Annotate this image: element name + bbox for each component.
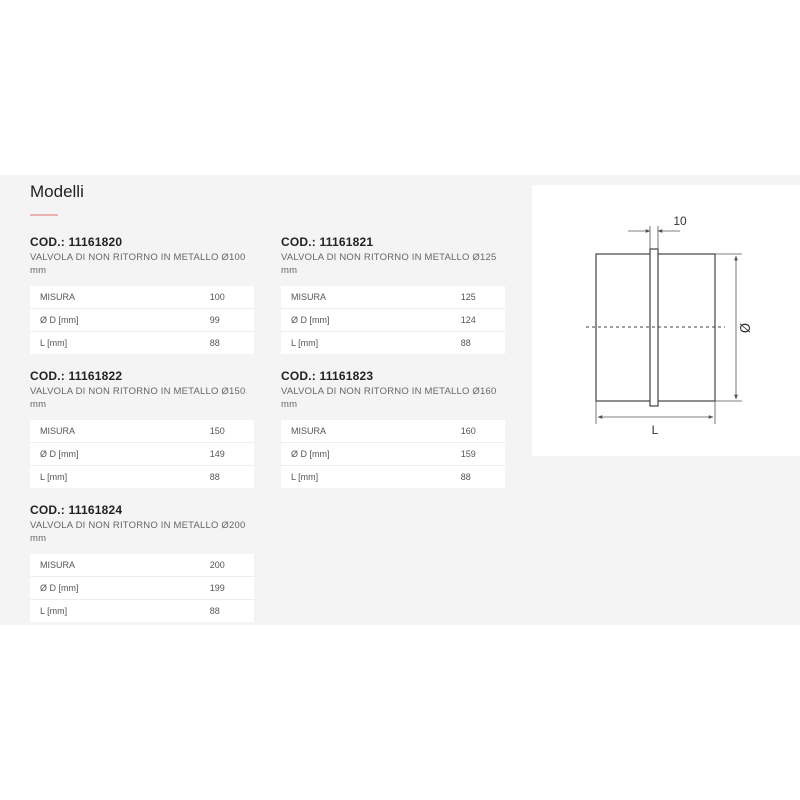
model-card-11161821 (281, 235, 505, 354)
spec-value: 159 (461, 443, 505, 466)
table-row (281, 332, 505, 355)
technical-drawing-panel (532, 185, 800, 456)
spec-table (30, 286, 254, 354)
model-description-line: VALVOLA DI NON RITORNO IN METALLO Ø200 (30, 520, 246, 531)
table-row (30, 554, 254, 577)
model-description-line: VALVOLA DI NON RITORNO IN METALLO Ø125 (281, 252, 497, 263)
spec-value: 88 (460, 472, 471, 482)
table-row (281, 443, 505, 466)
model-card-11161823 (281, 369, 505, 488)
spec-value: 88 (460, 338, 471, 348)
spec-label: L [mm] (291, 472, 319, 482)
spec-value: 149 (210, 443, 254, 466)
spec-value: 88 (209, 338, 220, 348)
model-description-line: mm (281, 265, 298, 276)
spec-value: 150 (210, 420, 254, 443)
table-row (30, 420, 254, 443)
model-description (281, 251, 505, 277)
model-description-line: mm (30, 265, 47, 276)
spec-label: MISURA (281, 420, 461, 443)
model-description-line: mm (30, 533, 47, 544)
section-title: Modelli (30, 182, 84, 201)
spec-value: 88 (209, 606, 220, 616)
model-code: COD.: 11161820 (30, 235, 123, 249)
spec-label: Ø D [mm] (30, 577, 210, 600)
table-row (281, 420, 505, 443)
spec-label: MISURA (30, 420, 210, 443)
diameter-label: Ø (739, 322, 754, 334)
model-code: COD.: 11161823 (281, 369, 374, 383)
model-card-11161822 (30, 369, 254, 488)
spec-table (281, 286, 505, 354)
model-code: COD.: 11161821 (281, 235, 374, 249)
spec-value: 160 (461, 420, 505, 443)
spec-label: L [mm] (40, 338, 68, 348)
table-row (30, 600, 254, 623)
spec-value: 100 (210, 286, 254, 309)
spec-value: 125 (461, 286, 505, 309)
spec-table (281, 420, 505, 488)
spec-label: L [mm] (40, 606, 68, 616)
spec-value: 199 (210, 577, 254, 600)
valve-technical-drawing (532, 185, 800, 456)
spec-label: MISURA (30, 286, 210, 309)
flange-dimension-label: 10 (673, 214, 687, 228)
model-code: COD.: 11161822 (30, 369, 123, 383)
spec-value: 124 (461, 309, 505, 332)
table-row (30, 332, 254, 355)
model-description (281, 385, 505, 411)
model-description (30, 519, 254, 545)
model-description (30, 251, 254, 277)
model-description-line: mm (30, 399, 47, 410)
model-description-line: VALVOLA DI NON RITORNO IN METALLO Ø150 (30, 386, 246, 397)
spec-label: Ø D [mm] (30, 309, 210, 332)
spec-table (30, 554, 254, 622)
spec-label: MISURA (281, 286, 461, 309)
spec-label: MISURA (30, 554, 210, 577)
spec-label: Ø D [mm] (281, 443, 461, 466)
spec-label: Ø D [mm] (281, 309, 461, 332)
spec-table (30, 420, 254, 488)
model-description-line: VALVOLA DI NON RITORNO IN METALLO Ø100 (30, 252, 246, 263)
spec-value: 88 (209, 472, 220, 482)
table-row (30, 309, 254, 332)
table-row (281, 309, 505, 332)
table-row (281, 466, 505, 489)
model-card-11161824 (30, 503, 254, 622)
table-row (30, 466, 254, 489)
model-description-line: mm (281, 399, 298, 410)
spec-label: L [mm] (40, 472, 68, 482)
title-accent-line (30, 214, 58, 216)
spec-label: L [mm] (291, 338, 319, 348)
spec-label: Ø D [mm] (30, 443, 210, 466)
model-description (30, 385, 254, 411)
table-row (30, 286, 254, 309)
spec-value: 99 (210, 309, 254, 332)
table-row (30, 577, 254, 600)
model-code: COD.: 11161824 (30, 503, 123, 517)
table-row (30, 443, 254, 466)
model-description-line: VALVOLA DI NON RITORNO IN METALLO Ø160 (281, 386, 497, 397)
spec-value: 200 (210, 554, 254, 577)
length-label: L (651, 423, 659, 437)
model-card-11161820 (30, 235, 254, 354)
table-row (281, 286, 505, 309)
